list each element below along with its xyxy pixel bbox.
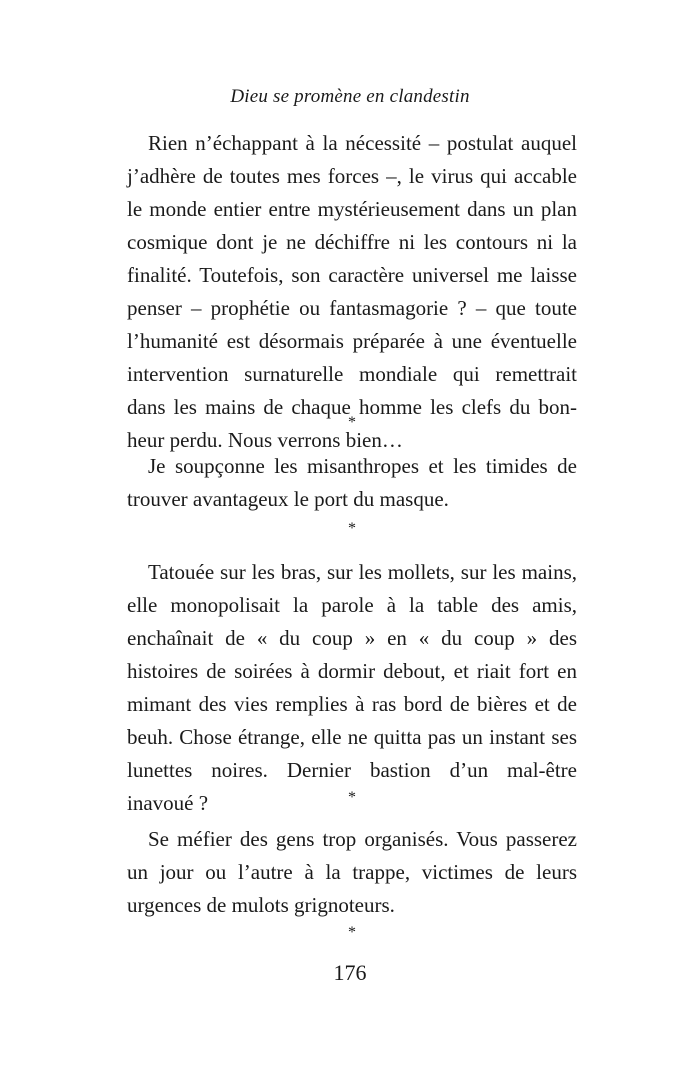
separator-2-block xyxy=(127,519,577,539)
section-separator: * xyxy=(348,414,356,431)
separator-3-block xyxy=(127,788,577,808)
separator-1-block xyxy=(127,413,577,433)
paragraph-2-block xyxy=(127,450,577,516)
separator-4-block xyxy=(127,923,577,943)
paragraph: Je soupçonne les misanthropes et les timides de trouver avantageux le port du masque. xyxy=(127,454,577,511)
page-number: 176 xyxy=(333,960,367,985)
section-separator: * xyxy=(348,789,356,806)
paragraph-4-block xyxy=(127,823,577,922)
section-separator: * xyxy=(348,924,356,941)
running-head: Dieu se promène en clandestin xyxy=(230,86,470,107)
paragraph: Rien n’échappant à la nécessité – postulat auquel j’adhère de toutes mes forces –, le virus qui accable le monde entier entre mystérieusement dans un plan cosmique dont je ne déchiffre ni les contours ni la finalité. Toutefois, son caractère universel me laisse penser – prophétie ou fantasmagorie ? – que toute l’humanité est désormais préparée à une éventuelle intervention surnaturelle mondiale qui remettrait dans les mains de chaque homme les clefs du bonheur perdu. Nous verrons bien… xyxy=(127,131,577,452)
paragraph: Tatouée sur les bras, sur les mollets, sur les mains, elle monopolisait la parole à la table des amis, enchaînait de « du coup » en « du coup » des histoires de soirées à dormir debout, et riait fort en mimant des vies remplies à ras bord de bières et de beuh. Chose étrange, elle ne quitta pas un instant ses lunettes noires. Dernier bastion d’un mal-être inavoué ? xyxy=(127,560,577,815)
section-separator: * xyxy=(348,520,356,537)
paragraph-1-block xyxy=(127,127,577,457)
paragraph-3-block xyxy=(127,556,577,820)
paragraph: Se méfier des gens trop organisés. Vous passerez un jour ou l’autre à la trappe, victimes de leurs urgences de mulots grignoteurs. xyxy=(127,827,577,917)
